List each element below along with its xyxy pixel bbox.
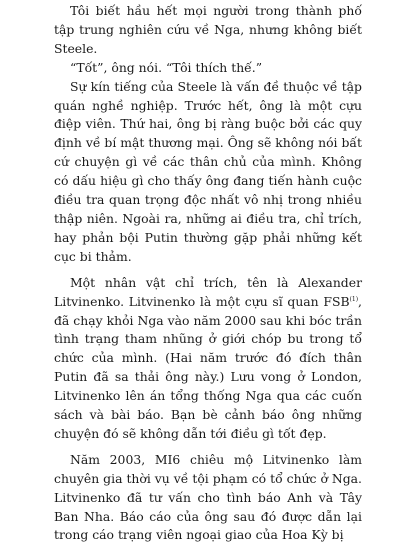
paragraph-5: Năm 2003, MI6 chiêu mộ Litvinenko làm chuyên gia thời vụ về tội phạm có tổ chức ở Nga. Litvinenko đã tư vấn cho tình báo Anh và Tây Ban Nha. Báo cáo của ông sau đó được dẫn lại trong cáo trạng viên ngoại giao của Hoa Kỳ bị xyxy=(54,451,362,543)
paragraph-1: Tôi biết hầu hết mọi người trong thành phố tập trung nghiên cứu về Nga, nhưng không biết Steele. xyxy=(54,3,362,56)
paragraph-3: Sự kín tiếng của Steele là vấn đề thuộc về tập quán nghề nghiệp. Trước hết, ông là một cựu điệp viên. Thứ hai, ông bị ràng buộc bởi các quy định về bí mật thương mại. Ông sẽ không nói bất cứ chuyện gì về các thân chủ của mình. Không có dấu hiệu gì cho thấy ông đang tiến hành cuộc điều tra quan trọng độc nhất vô nhị trong nhiều thập niên. Ngoài ra, những ai điều tra, chỉ trích, hay phản bội Putin thường gặp phải những kết cục bi thảm. xyxy=(54,78,362,264)
footnote-marker[interactable]: (1) xyxy=(349,295,359,303)
paragraph-4-rest: , đã chạy khỏi Nga vào năm 2000 sau khi bóc trần tình trạng tham nhũng ở giới chóp bu trong tổ chức của mình. (Hai năm trước đó đích thân Putin đã sa thải ông này.) Lưu vong ở London, Litvinenko lên án tổng thống Nga qua các cuốn sách và bài báo. Bạn bè cảnh báo ông những chuyện đó sẽ không dẫn tới điều gì tốt đẹp. xyxy=(54,293,362,441)
paragraph-4 xyxy=(54,274,362,444)
paragraph-4-start: Một nhân vật chỉ trích, tên là Alexander Litvinenko. Litvinenko là một cựu sĩ quan FSB xyxy=(54,274,362,309)
body-text xyxy=(54,2,362,545)
paragraph-2: “Tốt”, ông nói. “Tôi thích thế.” xyxy=(70,59,263,75)
